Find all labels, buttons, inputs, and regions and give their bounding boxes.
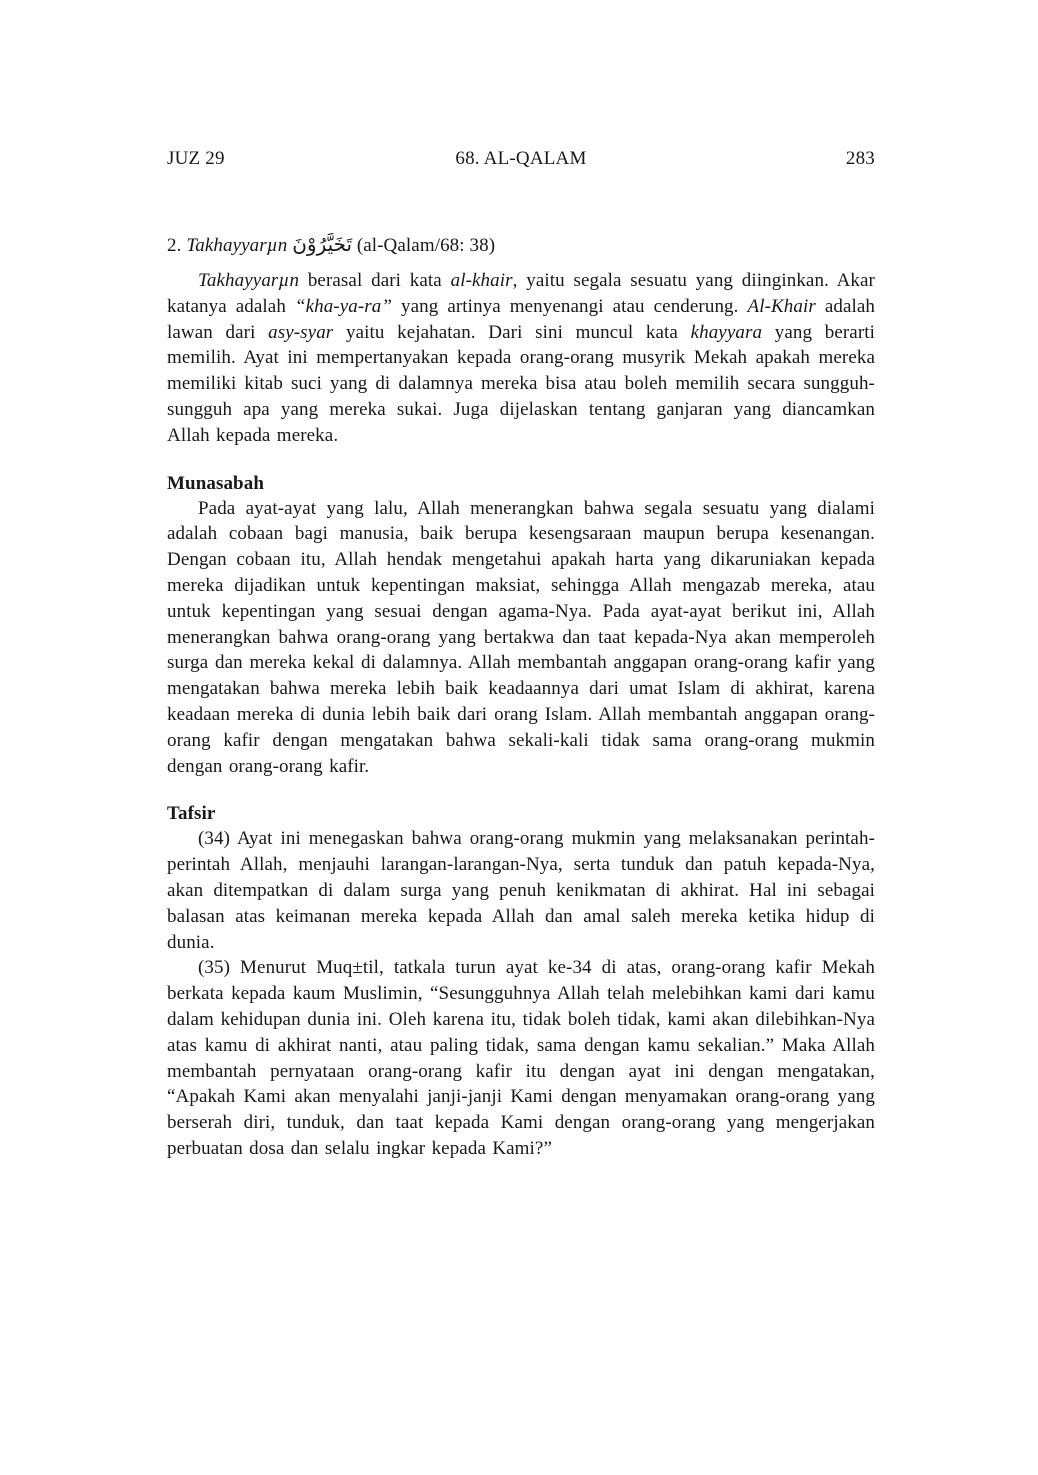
tafsir-paragraph-35: (35) Menurut Muq±til, tatkala turun ayat ke-34 di atas, orang-orang kafir Mekah berkata kepada kaum Muslimin, “Sesungguhnya Allah telah melebihkan kami dari kamu dalam kehidupan dunia ini. Oleh karena itu, tidak boleh tidak, kami akan dilebihkan-Nya atas kamu di akhirat nanti, atau paling tidak, sama dengan kamu sekalian.” Maka Allah membantah pernyataan orang-orang kafir itu dengan ayat ini dengan mengatakan, “Apakah Kami akan menyalahi janji-janji Kami dengan menyamakan orang-orang yang berserah diri, tunduk, dan taat kepada Kami dengan orang-orang yang mengerjakan perbuatan dosa dan selalu ingkar kepada Kami?” [167, 957, 875, 1159]
page-header [167, 148, 875, 170]
arabic-text: تَخَيَّرُوْنَ [292, 232, 353, 256]
tafsir-heading: Tafsir [167, 803, 216, 825]
surah-title: 68. AL-QALAM [455, 148, 587, 169]
page-content [167, 148, 875, 1162]
page-number: 283 [845, 148, 875, 169]
term-paragraph: Takhayyarµn berasal dari kata al-khair, yaitu segala sesuatu yang diinginkan. Akar katanya adalah “kha-ya-ra” yang artinya menyenangi atau cenderung. Al-Khair adalah lawan dari asy-syar yaitu kejahatan. Dari sini muncul kata khayyara yang berarti memilih. Ayat ini mempertanyakan kepada orang-orang musyrik Mekah apakah mereka memiliki kitab suci yang di dalamnya mereka bisa atau boleh memilih secara sungguh-sungguh apa yang mereka sukai. Juga dijelaskan tentang ganjaran yang diancamkan Allah kepada mereka. [167, 270, 875, 446]
munasabah-paragraph: Pada ayat-ayat yang lalu, Allah menerangkan bahwa segala sesuatu yang dialami adalah cobaan bagi manusia, baik berupa kesengsaraan maupun berupa kesenangan. Dengan cobaan itu, Allah hendak mengetahui apakah harta yang dikaruniakan kepada mereka dijadikan untuk kepentingan maksiat, sehingga Allah mengazab mereka, atau untuk kepentingan yang sesuai dengan agama-Nya. Pada ayat-ayat berikut ini, Allah menerangkan bahwa orang-orang yang bertakwa dan taat kepada-Nya akan memperoleh surga dan mereka kekal di dalamnya. Allah membantah anggapan orang-orang kafir yang mengatakan bahwa mereka lebih baik keadaannya dari umat Islam di akhirat, karena keadaan mereka di dunia lebih baik dari orang Islam. Allah membantah anggapan orang-orang kafir dengan mengatakan bahwa sekali-kali tidak sama orang-orang mukmin dengan orang-orang kafir. [167, 497, 875, 777]
juz-label: JUZ 29 [167, 148, 225, 169]
munasabah-heading: Munasabah [167, 472, 264, 494]
term-heading: 2. Takhayyarµn تَخَيَّرُوْنَ (al-Qalam/68: 38) [167, 232, 496, 256]
tafsir-paragraph-34: (34) Ayat ini menegaskan bahwa orang-orang mukmin yang melaksanakan perintah-perintah Allah, menjauhi larangan-larangan-Nya, serta tunduk dan patuh kepada-Nya, akan ditempatkan di dalam surga yang penuh kenikmatan di akhirat. Hal ini sebagai balasan atas keimanan mereka kepada Allah dan amal saleh mereka ketika hidup di dunia. [167, 828, 875, 953]
